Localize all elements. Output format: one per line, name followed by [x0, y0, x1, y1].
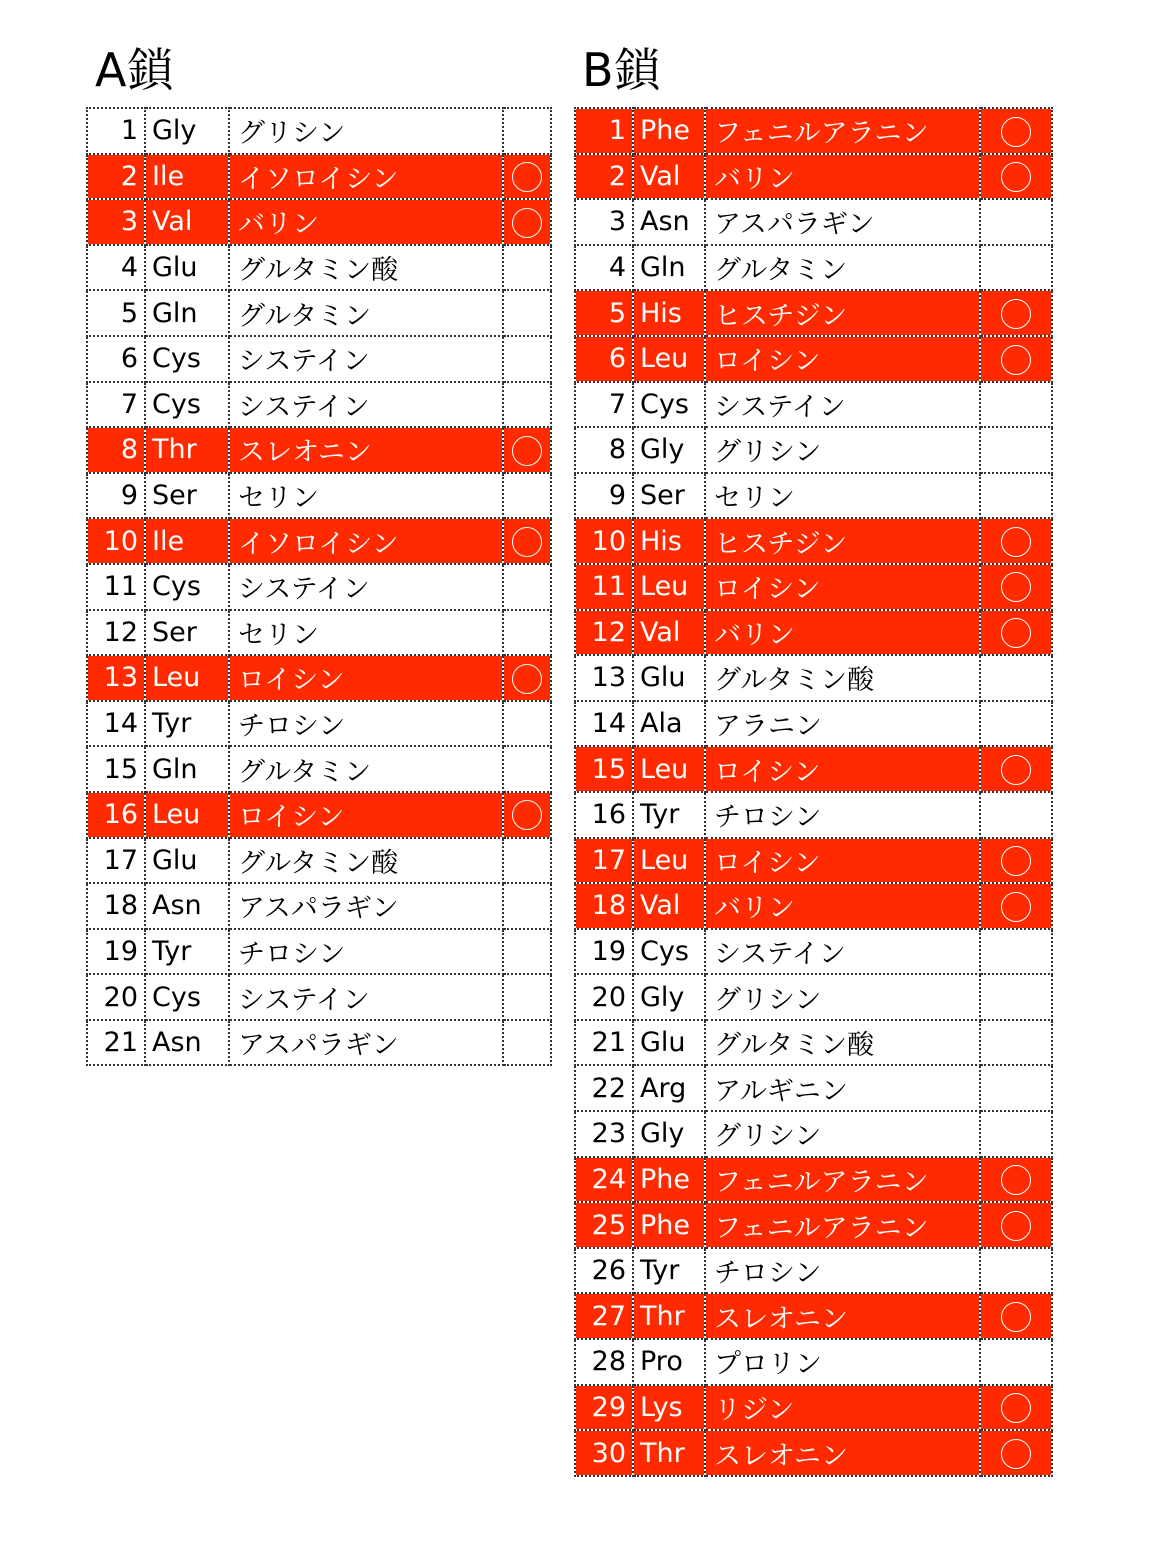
residue-mark — [980, 1430, 1052, 1476]
residue-number: 16 — [87, 792, 145, 838]
residue-row — [575, 1385, 1052, 1431]
residue-name: ロイシン — [229, 792, 503, 838]
residue-abbreviation: Cys — [633, 929, 705, 975]
residue-row — [575, 701, 1052, 747]
residue-number: 6 — [575, 336, 633, 382]
residue-name: イソロイシン — [229, 154, 503, 200]
residue-row — [575, 382, 1052, 428]
residue-number: 24 — [575, 1157, 633, 1203]
residue-mark — [980, 1111, 1052, 1157]
residue-number: 28 — [575, 1339, 633, 1385]
residue-name: アスパラギン — [229, 1020, 503, 1066]
residue-mark — [503, 473, 551, 519]
residue-mark — [980, 1293, 1052, 1339]
residue-row — [575, 1157, 1052, 1203]
residue-row — [87, 883, 551, 929]
residue-row — [87, 701, 551, 747]
residue-number: 4 — [575, 245, 633, 291]
residue-row — [87, 792, 551, 838]
residue-row — [575, 1065, 1052, 1111]
residue-mark — [980, 746, 1052, 792]
residue-name: システイン — [229, 564, 503, 610]
residue-row — [87, 154, 551, 200]
residue-row — [87, 838, 551, 884]
residue-abbreviation: Cys — [145, 564, 229, 610]
residue-row — [575, 746, 1052, 792]
residue-row — [575, 838, 1052, 884]
residue-abbreviation: Gly — [633, 974, 705, 1020]
residue-mark — [980, 883, 1052, 929]
residue-row — [87, 655, 551, 701]
residue-number: 9 — [87, 473, 145, 519]
residue-number: 4 — [87, 245, 145, 291]
residue-name: バリン — [229, 199, 503, 245]
residue-mark — [980, 1202, 1052, 1248]
residue-number: 10 — [87, 518, 145, 564]
residue-mark — [980, 610, 1052, 656]
residue-name: チロシン — [229, 929, 503, 975]
residue-abbreviation: Tyr — [145, 701, 229, 747]
residue-abbreviation: Tyr — [633, 792, 705, 838]
residue-name: グリシン — [705, 427, 980, 473]
residue-row — [575, 883, 1052, 929]
residue-number: 2 — [87, 154, 145, 200]
residue-row — [87, 929, 551, 975]
residue-abbreviation: Thr — [633, 1430, 705, 1476]
residue-abbreviation: Val — [633, 883, 705, 929]
residue-row — [575, 518, 1052, 564]
residue-number: 11 — [87, 564, 145, 610]
circle-mark-icon — [1001, 846, 1031, 876]
residue-mark — [980, 245, 1052, 291]
residue-number: 12 — [575, 610, 633, 656]
residue-number: 13 — [575, 655, 633, 701]
residue-number: 20 — [87, 974, 145, 1020]
residue-name: チロシン — [229, 701, 503, 747]
residue-name: フェニルアラニン — [705, 108, 980, 154]
residue-mark — [503, 427, 551, 473]
residue-number: 15 — [87, 746, 145, 792]
residue-number: 17 — [575, 838, 633, 884]
residue-row — [87, 610, 551, 656]
residue-row — [87, 336, 551, 382]
residue-mark — [503, 108, 551, 154]
residue-number: 23 — [575, 1111, 633, 1157]
residue-number: 1 — [575, 108, 633, 154]
residue-name: セリン — [705, 473, 980, 519]
residue-abbreviation: Phe — [633, 108, 705, 154]
residue-number: 12 — [87, 610, 145, 656]
residue-name: チロシン — [705, 1248, 980, 1294]
residue-mark — [503, 382, 551, 428]
residue-number: 17 — [87, 838, 145, 884]
residue-row — [575, 154, 1052, 200]
residue-number: 25 — [575, 1202, 633, 1248]
residue-mark — [980, 1020, 1052, 1066]
residue-row — [575, 564, 1052, 610]
residue-name: システイン — [229, 974, 503, 1020]
residue-name: セリン — [229, 610, 503, 656]
residue-name: ロイシン — [705, 746, 980, 792]
residue-mark — [980, 199, 1052, 245]
residue-row — [575, 1430, 1052, 1476]
residue-number: 5 — [87, 290, 145, 336]
residue-number: 6 — [87, 336, 145, 382]
circle-mark-icon — [1001, 117, 1031, 147]
residue-mark — [980, 929, 1052, 975]
circle-mark-icon — [1001, 1211, 1031, 1241]
residue-abbreviation: Cys — [633, 382, 705, 428]
residue-number: 22 — [575, 1065, 633, 1111]
residue-abbreviation: Asn — [145, 1020, 229, 1066]
circle-mark-icon — [1001, 527, 1031, 557]
residue-abbreviation: Pro — [633, 1339, 705, 1385]
residue-row — [575, 427, 1052, 473]
residue-number: 8 — [87, 427, 145, 473]
residue-row — [575, 245, 1052, 291]
residue-abbreviation: His — [633, 518, 705, 564]
residue-name: アスパラギン — [229, 883, 503, 929]
circle-mark-icon — [1001, 892, 1031, 922]
residue-abbreviation: Cys — [145, 382, 229, 428]
residue-abbreviation: Gln — [633, 245, 705, 291]
residue-number: 9 — [575, 473, 633, 519]
residue-name: グルタミン酸 — [229, 838, 503, 884]
residue-row — [87, 518, 551, 564]
residue-mark — [980, 382, 1052, 428]
residue-mark — [503, 883, 551, 929]
residue-mark — [503, 245, 551, 291]
residue-abbreviation: Glu — [145, 245, 229, 291]
residue-number: 21 — [575, 1020, 633, 1066]
residue-number: 1 — [87, 108, 145, 154]
residue-row — [575, 1339, 1052, 1385]
residue-row — [575, 1020, 1052, 1066]
residue-mark — [980, 427, 1052, 473]
residue-mark — [503, 792, 551, 838]
residue-number: 15 — [575, 746, 633, 792]
residue-row — [575, 792, 1052, 838]
residue-mark — [980, 1248, 1052, 1294]
residue-number: 11 — [575, 564, 633, 610]
chain-a-rows — [87, 108, 551, 1065]
residue-name: ヒスチジン — [705, 290, 980, 336]
residue-name: システイン — [229, 336, 503, 382]
residue-number: 19 — [575, 929, 633, 975]
residue-mark — [503, 746, 551, 792]
chain-b-table — [574, 107, 1053, 1477]
residue-abbreviation: Val — [145, 199, 229, 245]
circle-mark-icon — [1001, 1165, 1031, 1195]
residue-abbreviation: Gly — [633, 1111, 705, 1157]
residue-mark — [503, 199, 551, 245]
residue-name: グリシン — [705, 1111, 980, 1157]
circle-mark-icon — [1001, 1393, 1031, 1423]
residue-abbreviation: Leu — [633, 336, 705, 382]
circle-mark-icon — [512, 527, 542, 557]
residue-name: セリン — [229, 473, 503, 519]
residue-row — [575, 473, 1052, 519]
residue-row — [575, 610, 1052, 656]
residue-row — [575, 974, 1052, 1020]
residue-name: スレオニン — [229, 427, 503, 473]
residue-name: プロリン — [705, 1339, 980, 1385]
residue-abbreviation: Leu — [633, 838, 705, 884]
residue-name: グルタミン — [229, 290, 503, 336]
residue-row — [575, 655, 1052, 701]
circle-mark-icon — [1001, 572, 1031, 602]
residue-abbreviation: Gln — [145, 290, 229, 336]
residue-number: 5 — [575, 290, 633, 336]
residue-row — [575, 336, 1052, 382]
residue-mark — [980, 838, 1052, 884]
residue-number: 16 — [575, 792, 633, 838]
residue-name: アラニン — [705, 701, 980, 747]
residue-row — [87, 473, 551, 519]
residue-row — [575, 1202, 1052, 1248]
residue-row — [87, 427, 551, 473]
residue-mark — [980, 1339, 1052, 1385]
residue-mark — [503, 610, 551, 656]
residue-number: 18 — [575, 883, 633, 929]
residue-abbreviation: Gly — [633, 427, 705, 473]
residue-row — [87, 382, 551, 428]
residue-name: グリシン — [229, 108, 503, 154]
residue-mark — [980, 518, 1052, 564]
residue-row — [87, 290, 551, 336]
residue-abbreviation: Ser — [145, 610, 229, 656]
residue-abbreviation: Tyr — [633, 1248, 705, 1294]
residue-mark — [980, 701, 1052, 747]
residue-abbreviation: Leu — [145, 792, 229, 838]
residue-row — [575, 1293, 1052, 1339]
circle-mark-icon — [1001, 1439, 1031, 1469]
residue-mark — [503, 974, 551, 1020]
residue-row — [575, 1248, 1052, 1294]
residue-number: 3 — [575, 199, 633, 245]
residue-abbreviation: Phe — [633, 1157, 705, 1203]
residue-abbreviation: Cys — [145, 336, 229, 382]
residue-row — [87, 746, 551, 792]
residue-name: ロイシン — [705, 838, 980, 884]
residue-mark — [980, 792, 1052, 838]
residue-mark — [503, 929, 551, 975]
circle-mark-icon — [1001, 1302, 1031, 1332]
residue-abbreviation: Phe — [633, 1202, 705, 1248]
residue-abbreviation: Tyr — [145, 929, 229, 975]
residue-abbreviation: Leu — [633, 746, 705, 792]
residue-number: 14 — [87, 701, 145, 747]
chain-a-title: A鎖 — [95, 43, 175, 97]
residue-name: イソロイシン — [229, 518, 503, 564]
residue-mark — [980, 1157, 1052, 1203]
residue-number: 30 — [575, 1430, 633, 1476]
residue-abbreviation: Ile — [145, 154, 229, 200]
residue-number: 27 — [575, 1293, 633, 1339]
residue-name: ロイシン — [705, 336, 980, 382]
residue-number: 8 — [575, 427, 633, 473]
residue-name: グルタミン酸 — [705, 655, 980, 701]
residue-abbreviation: Asn — [145, 883, 229, 929]
residue-row — [87, 245, 551, 291]
residue-abbreviation: Glu — [633, 655, 705, 701]
residue-abbreviation: Ser — [633, 473, 705, 519]
circle-mark-icon — [512, 436, 542, 466]
residue-mark — [980, 473, 1052, 519]
circle-mark-icon — [1001, 618, 1031, 648]
residue-name: スレオニン — [705, 1293, 980, 1339]
residue-name: システイン — [229, 382, 503, 428]
circle-mark-icon — [512, 800, 542, 830]
residue-mark — [503, 290, 551, 336]
residue-mark — [980, 564, 1052, 610]
residue-name: フェニルアラニン — [705, 1202, 980, 1248]
residue-mark — [980, 1065, 1052, 1111]
circle-mark-icon — [512, 162, 542, 192]
chain-a-table — [86, 107, 552, 1066]
residue-name: アスパラギン — [705, 199, 980, 245]
residue-row — [87, 564, 551, 610]
residue-abbreviation: Glu — [145, 838, 229, 884]
residue-number: 14 — [575, 701, 633, 747]
residue-mark — [980, 655, 1052, 701]
residue-abbreviation: Leu — [633, 564, 705, 610]
residue-name: リジン — [705, 1385, 980, 1431]
residue-row — [575, 929, 1052, 975]
residue-name: グルタミン酸 — [705, 1020, 980, 1066]
residue-name: グリシン — [705, 974, 980, 1020]
residue-abbreviation: Val — [633, 154, 705, 200]
residue-name: ロイシン — [705, 564, 980, 610]
residue-mark — [980, 1385, 1052, 1431]
residue-row — [575, 108, 1052, 154]
residue-row — [575, 290, 1052, 336]
residue-abbreviation: Leu — [145, 655, 229, 701]
residue-abbreviation: Gln — [145, 746, 229, 792]
residue-row — [87, 199, 551, 245]
circle-mark-icon — [1001, 162, 1031, 192]
residue-mark — [503, 838, 551, 884]
residue-mark — [980, 108, 1052, 154]
residue-mark — [503, 564, 551, 610]
residue-abbreviation: Asn — [633, 199, 705, 245]
residue-name: ロイシン — [229, 655, 503, 701]
residue-mark — [503, 701, 551, 747]
residue-mark — [503, 518, 551, 564]
residue-abbreviation: Thr — [633, 1293, 705, 1339]
residue-mark — [980, 290, 1052, 336]
residue-abbreviation: Arg — [633, 1065, 705, 1111]
residue-number: 7 — [575, 382, 633, 428]
residue-number: 7 — [87, 382, 145, 428]
circle-mark-icon — [1001, 299, 1031, 329]
residue-number: 26 — [575, 1248, 633, 1294]
residue-abbreviation: His — [633, 290, 705, 336]
residue-abbreviation: Ser — [145, 473, 229, 519]
residue-abbreviation: Gly — [145, 108, 229, 154]
residue-name: システイン — [705, 382, 980, 428]
residue-name: アルギニン — [705, 1065, 980, 1111]
residue-number: 20 — [575, 974, 633, 1020]
residue-name: グルタミン酸 — [229, 245, 503, 291]
residue-number: 21 — [87, 1020, 145, 1066]
residue-mark — [503, 1020, 551, 1066]
residue-row — [575, 1111, 1052, 1157]
residue-mark — [503, 336, 551, 382]
circle-mark-icon — [1001, 345, 1031, 375]
residue-number: 13 — [87, 655, 145, 701]
residue-name: グルタミン — [705, 245, 980, 291]
residue-abbreviation: Thr — [145, 427, 229, 473]
residue-row — [87, 1020, 551, 1066]
residue-number: 18 — [87, 883, 145, 929]
residue-name: バリン — [705, 154, 980, 200]
residue-row — [87, 108, 551, 154]
circle-mark-icon — [512, 208, 542, 238]
residue-mark — [980, 154, 1052, 200]
residue-abbreviation: Ile — [145, 518, 229, 564]
residue-name: グルタミン — [229, 746, 503, 792]
residue-abbreviation: Cys — [145, 974, 229, 1020]
chain-b-title: B鎖 — [582, 43, 662, 97]
residue-name: チロシン — [705, 792, 980, 838]
residue-abbreviation: Glu — [633, 1020, 705, 1066]
residue-name: フェニルアラニン — [705, 1157, 980, 1203]
residue-name: ヒスチジン — [705, 518, 980, 564]
residue-name: バリン — [705, 883, 980, 929]
residue-mark — [503, 154, 551, 200]
residue-row — [575, 199, 1052, 245]
residue-mark — [980, 336, 1052, 382]
circle-mark-icon — [1001, 755, 1031, 785]
circle-mark-icon — [512, 664, 542, 694]
residue-row — [87, 974, 551, 1020]
residue-mark — [980, 974, 1052, 1020]
residue-abbreviation: Val — [633, 610, 705, 656]
residue-name: バリン — [705, 610, 980, 656]
residue-abbreviation: Ala — [633, 701, 705, 747]
residue-mark — [503, 655, 551, 701]
residue-number: 19 — [87, 929, 145, 975]
residue-number: 2 — [575, 154, 633, 200]
residue-abbreviation: Lys — [633, 1385, 705, 1431]
residue-name: システイン — [705, 929, 980, 975]
chain-b-rows — [575, 108, 1052, 1476]
residue-number: 29 — [575, 1385, 633, 1431]
residue-name: スレオニン — [705, 1430, 980, 1476]
residue-number: 10 — [575, 518, 633, 564]
residue-number: 3 — [87, 199, 145, 245]
